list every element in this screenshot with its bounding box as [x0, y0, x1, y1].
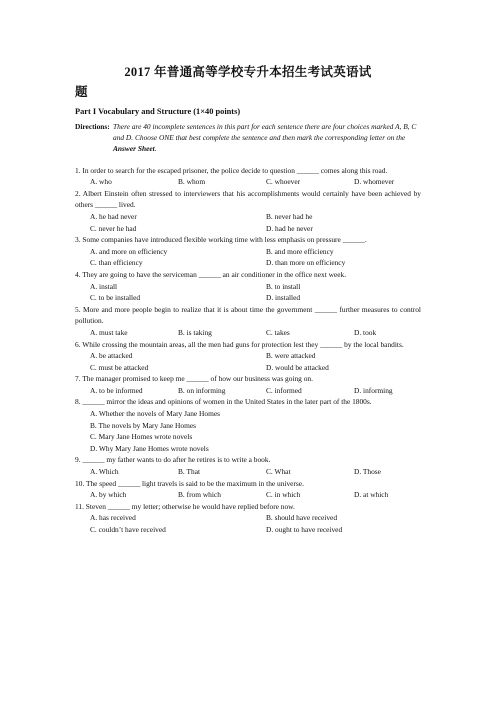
option-row [75, 489, 421, 501]
answer-option: A. Which [90, 467, 119, 477]
directions-text [75, 121, 421, 155]
answer-option: C. takes [266, 327, 290, 337]
question-stem: 3. Some companies have introduced flexible working time with less emphasis on pressure ______. [75, 235, 367, 245]
answer-option: C. to be installed [90, 293, 141, 303]
question-stem: 9. ______ my father wants to do after he retires is to write a book. [75, 455, 271, 465]
option-row [75, 223, 421, 235]
answer-option: B. on informing [178, 385, 226, 395]
question-stem: 8. ______ mirror the ideas and opinions of women in the United States in the later part of the 1800s. [75, 397, 372, 407]
answer-option: C. whoever [266, 177, 301, 187]
answer-option: B. whom [178, 177, 206, 187]
option-row [75, 281, 421, 293]
answer-option: D. would be attacked [266, 362, 329, 372]
option-row [75, 292, 421, 304]
answer-option: A. and more on efficiency [90, 246, 168, 256]
option-row [75, 257, 421, 269]
option-row [75, 524, 421, 536]
answer-option: D. than more on efficiency [266, 258, 346, 268]
answer-option: D. at which [354, 490, 389, 500]
answer-option: B. never had he [266, 211, 313, 221]
answer-option: D. installed [266, 293, 301, 303]
answer-option: D. Those [354, 467, 381, 477]
directions-label: Directions: [75, 122, 110, 131]
directions-answer-sheet: Answer Sheet [113, 144, 155, 154]
answer-option: A. be attacked [90, 351, 133, 361]
answer-option: B. That [178, 467, 201, 477]
answer-option: C. than efficiency [90, 258, 143, 268]
answer-option: A. to be informed [90, 385, 143, 395]
answer-option: B. should have received [266, 513, 338, 523]
answer-option: A. Whether the novels of Mary Jane Homes [90, 409, 220, 419]
exam-page [75, 62, 421, 536]
answer-option: A. must take [90, 327, 128, 337]
option-row [75, 211, 421, 223]
answer-option: C. never he had [90, 223, 137, 233]
answer-option: B. to install [266, 281, 301, 291]
answer-option: D. Why Mary Jane Homes wrote novels [90, 443, 209, 453]
question-stem: 1. In order to search for the escaped prisoner, the police decide to question ______ comes along this road. [75, 165, 388, 175]
option-row [75, 385, 421, 397]
option-row [75, 512, 421, 524]
question-stem: 6. While crossing the mountain areas, all the men had guns for protection lest they ______ by the local bandits. [75, 339, 404, 349]
answer-option: C. informed [266, 385, 302, 395]
directions [75, 121, 421, 155]
answer-option: C. Mary Jane Homes wrote novels [90, 432, 193, 442]
directions-main: There are 40 incomplete sentences in this part for each sentence there are four choices marked A, B, C and D. Choose ONE that best complete the sentence and then mark the corresponding letter on the [113, 122, 417, 143]
answer-option: D. took [354, 327, 377, 337]
exam-title-line1: 2017 年普通高等学校专升本招生考试英语试 [124, 65, 372, 79]
answer-option: C. must be attacked [90, 362, 149, 372]
answer-option: B. and more efficiency [266, 246, 334, 256]
option-row [75, 176, 421, 188]
option-group [75, 408, 421, 454]
question-stem: 2. Albert Einstein often stressed to interviewers that his accomplishments would certainly have been achieved by others ______ lived. [75, 188, 421, 210]
answer-option: D. informing [354, 385, 393, 395]
directions-end: . [154, 144, 157, 154]
option-row [75, 466, 421, 478]
answer-option: D. had he never [266, 223, 313, 233]
answer-option: C. in which [266, 490, 301, 500]
question-stem: 7. The manager promised to keep me ______ of how our business was going on. [75, 374, 313, 384]
question-stem: 11. Steven ______ my letter; otherwise he would have replied before now. [75, 501, 295, 511]
answer-option: B. is taking [178, 327, 212, 337]
option-row [75, 350, 421, 362]
answer-option: C. couldn’t have received [90, 525, 166, 535]
question-stem: 5. More and more people begin to realize that it is about time the government ______ further measures to control pollution. [75, 304, 421, 326]
answer-option: A. who [90, 177, 112, 187]
answer-option: D. whomever [354, 177, 395, 187]
answer-option: B. The novels by Mary Jane Homes [90, 420, 196, 430]
option-row [75, 327, 421, 339]
answer-option: B. from which [178, 490, 221, 500]
answer-option: C. What [266, 467, 291, 477]
answer-option: B. were attacked [266, 351, 316, 361]
spacer [75, 155, 421, 165]
answer-option: A. he had never [90, 211, 137, 221]
option-row [75, 362, 421, 374]
answer-option: D. ought to have received [266, 525, 343, 535]
answer-option: A. install [90, 281, 118, 291]
part-heading: Part I Vocabulary and Structure (1×40 points) [75, 107, 241, 116]
question-stem: 10. The speed ______ light travels is said to be the maximum in the universe. [75, 478, 304, 488]
question-stem: 4. They are going to have the serviceman ______ an air conditioner in the office next week. [75, 269, 347, 279]
question-list [75, 165, 421, 536]
exam-title-line2: 题 [75, 85, 88, 99]
option-row [75, 246, 421, 258]
answer-option: A. has received [90, 513, 136, 523]
answer-option: A. by which [90, 490, 127, 500]
